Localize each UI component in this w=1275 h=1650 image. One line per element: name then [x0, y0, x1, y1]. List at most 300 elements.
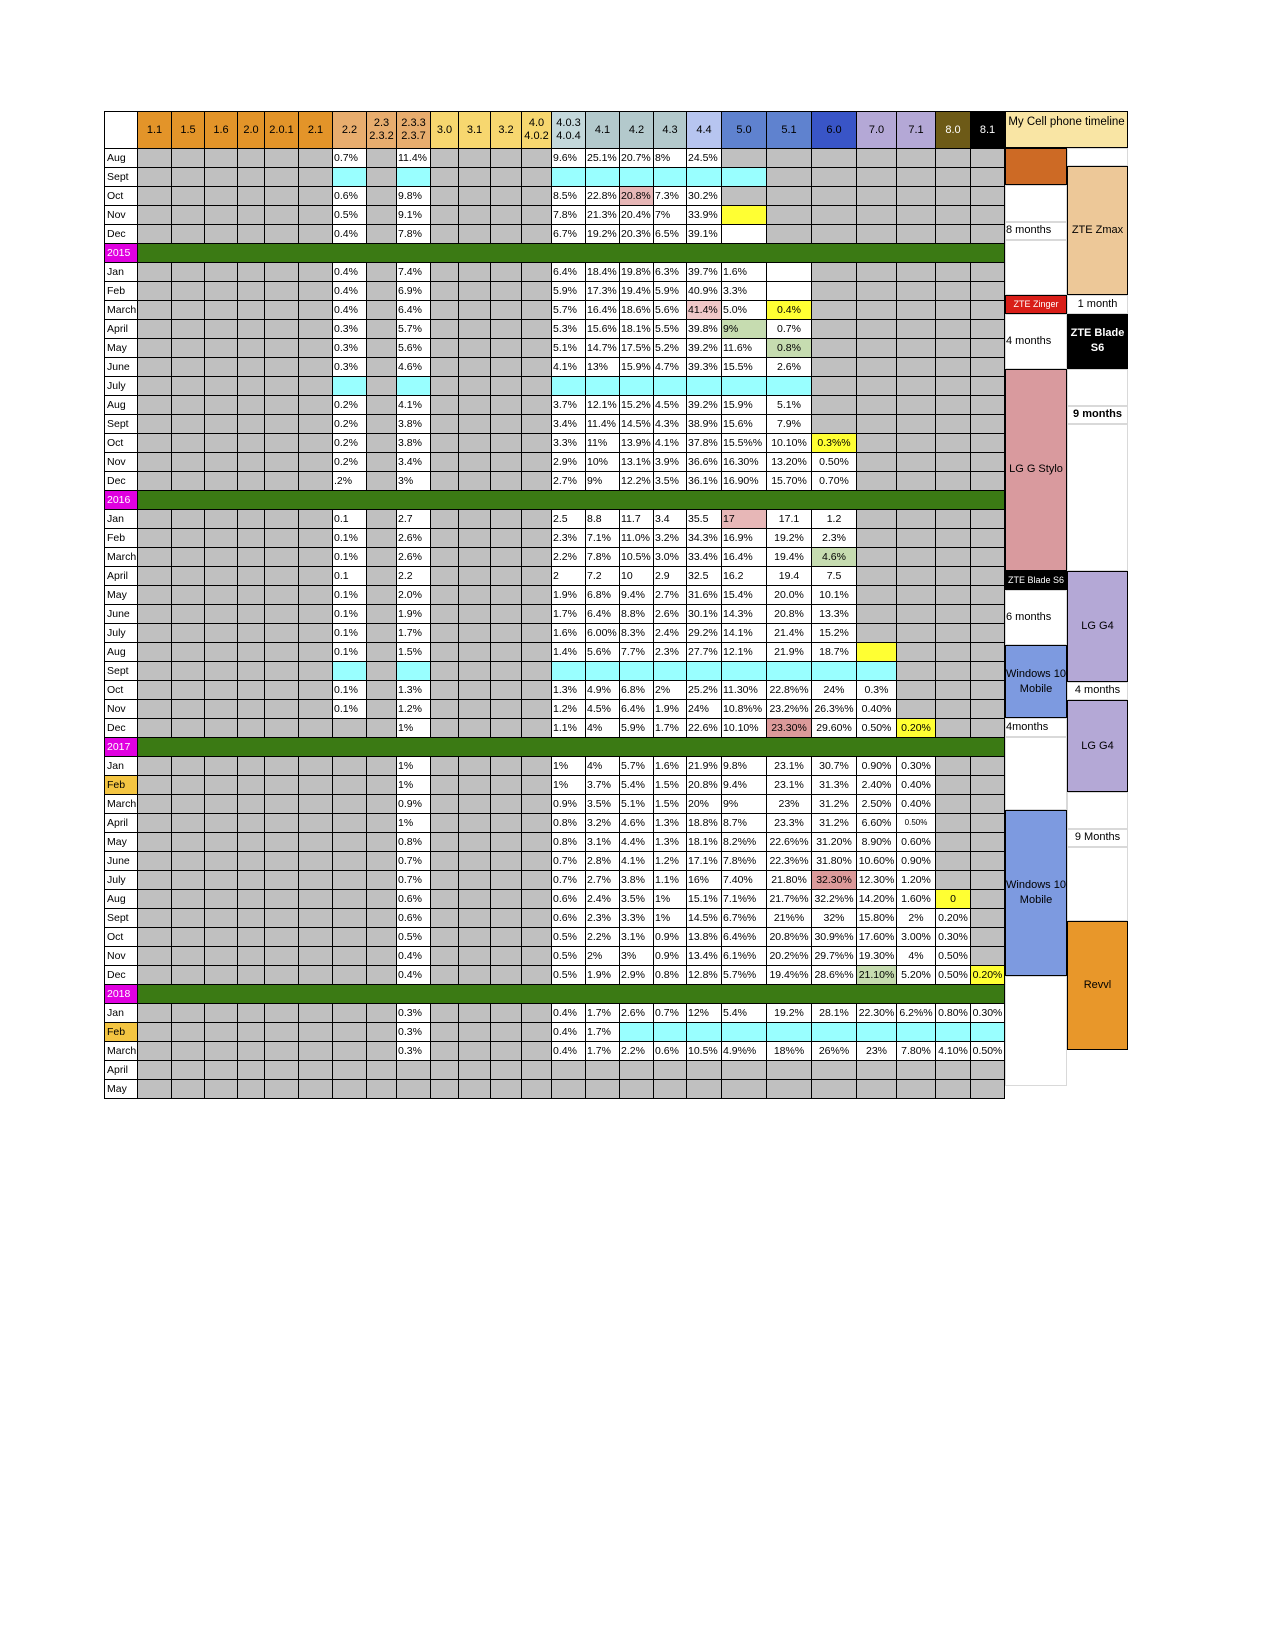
share-cell: 28.6%% [812, 966, 857, 985]
share-cell [857, 434, 897, 453]
share-cell [491, 624, 522, 643]
share-cell [620, 1080, 654, 1099]
share-cell [491, 225, 522, 244]
share-cell [971, 1023, 1005, 1042]
share-cell [265, 624, 299, 643]
share-cell [205, 377, 238, 396]
share-cell [491, 795, 522, 814]
share-cell [172, 871, 205, 890]
share-cell [936, 434, 971, 453]
share-cell [238, 225, 265, 244]
share-cell [522, 624, 552, 643]
share-cell [299, 415, 333, 434]
share-cell: 0.50% [971, 1042, 1005, 1061]
share-cell [687, 662, 722, 681]
share-cell: 0.6% [333, 187, 367, 206]
share-cell [397, 168, 431, 187]
share-cell: 9% [586, 472, 620, 491]
share-cell: 1.1% [654, 871, 687, 890]
share-cell [812, 415, 857, 434]
share-cell [936, 624, 971, 643]
share-cell: 1.5% [654, 776, 687, 795]
share-cell: 1.6% [552, 624, 586, 643]
share-cell [138, 510, 172, 529]
share-cell [238, 643, 265, 662]
month-label: June [105, 852, 138, 871]
share-cell [138, 662, 172, 681]
share-cell [367, 472, 397, 491]
share-cell: 17 [722, 510, 767, 529]
share-cell [459, 852, 491, 871]
share-cell [767, 225, 812, 244]
share-cell [299, 700, 333, 719]
share-cell: 5.6% [586, 643, 620, 662]
share-cell [265, 681, 299, 700]
share-cell [522, 320, 552, 339]
timeline-spacer [1005, 185, 1067, 222]
share-cell: 4.10% [936, 1042, 971, 1061]
month-row [105, 1080, 1005, 1099]
share-cell: 2.0% [397, 586, 431, 605]
timeline-spacer [1005, 737, 1067, 811]
share-cell: 2.3% [812, 529, 857, 548]
share-cell [172, 795, 205, 814]
share-cell [367, 149, 397, 168]
share-cell: 19.2% [767, 529, 812, 548]
share-cell [138, 966, 172, 985]
share-cell [897, 548, 936, 567]
share-cell [812, 149, 857, 168]
share-cell: 41.4% [687, 301, 722, 320]
version-header: 8.0 [936, 112, 971, 149]
share-cell: 2.6% [397, 548, 431, 567]
share-cell: 10.5% [687, 1042, 722, 1061]
share-cell [491, 529, 522, 548]
share-cell [857, 567, 897, 586]
share-cell: 2.6% [620, 1004, 654, 1023]
share-cell [205, 928, 238, 947]
share-cell: 0.1% [333, 548, 367, 567]
share-cell: 2.6% [654, 605, 687, 624]
share-cell: 0.60% [897, 833, 936, 852]
month-label: May [105, 339, 138, 358]
share-cell: 14.5% [687, 909, 722, 928]
share-cell [971, 776, 1005, 795]
timeline-spacer [1067, 369, 1128, 406]
share-cell [238, 301, 265, 320]
share-cell: 3.5% [620, 890, 654, 909]
share-cell [522, 700, 552, 719]
share-cell: 16% [687, 871, 722, 890]
share-cell: 18.4% [586, 263, 620, 282]
share-cell: 5.6% [654, 301, 687, 320]
share-cell: 20.7% [620, 149, 654, 168]
share-cell [857, 149, 897, 168]
share-cell [459, 472, 491, 491]
year-divider [138, 738, 1005, 757]
share-cell [172, 453, 205, 472]
share-cell [367, 947, 397, 966]
share-cell [897, 472, 936, 491]
share-cell [367, 320, 397, 339]
share-cell [552, 168, 586, 187]
year-label: 2017 [105, 738, 138, 757]
share-cell: 5.7% [397, 320, 431, 339]
share-cell: 24% [812, 681, 857, 700]
share-cell [265, 206, 299, 225]
share-cell: 0.2% [333, 396, 367, 415]
timeline-spacer [1067, 792, 1128, 829]
share-cell: 7.80% [897, 1042, 936, 1061]
share-cell [971, 282, 1005, 301]
share-cell: 7.9% [767, 415, 812, 434]
share-cell [897, 168, 936, 187]
share-cell: 19.4%% [767, 966, 812, 985]
share-cell [459, 396, 491, 415]
share-cell: 15.2% [620, 396, 654, 415]
share-cell [265, 149, 299, 168]
share-cell: 4.1% [397, 396, 431, 415]
share-cell [238, 263, 265, 282]
share-cell [367, 282, 397, 301]
share-cell [522, 187, 552, 206]
share-cell [299, 206, 333, 225]
share-cell [491, 358, 522, 377]
share-cell [265, 776, 299, 795]
share-cell: 34.3% [687, 529, 722, 548]
share-cell [265, 1042, 299, 1061]
share-cell [205, 662, 238, 681]
share-cell: 2% [654, 681, 687, 700]
share-cell: 20.3% [620, 225, 654, 244]
share-cell [936, 643, 971, 662]
share-cell: 9.8% [397, 187, 431, 206]
month-label: July [105, 624, 138, 643]
share-cell: 0.5% [552, 966, 586, 985]
share-cell [333, 814, 367, 833]
share-cell: 3.8% [397, 434, 431, 453]
share-cell [971, 301, 1005, 320]
share-cell: 1.6% [654, 757, 687, 776]
share-cell [172, 833, 205, 852]
share-cell: 0.1% [333, 624, 367, 643]
version-header: 6.0 [812, 112, 857, 149]
share-cell: 0.3% [333, 339, 367, 358]
share-cell: 7% [654, 206, 687, 225]
share-cell: 3.4 [654, 510, 687, 529]
share-cell [459, 1080, 491, 1099]
share-cell [654, 1080, 687, 1099]
share-cell [205, 396, 238, 415]
share-cell [459, 681, 491, 700]
timeline-8-months: 8 months [1005, 222, 1067, 240]
share-cell [491, 1080, 522, 1099]
share-cell [431, 605, 459, 624]
share-cell [367, 1042, 397, 1061]
share-cell: 0.30% [936, 928, 971, 947]
share-cell [897, 453, 936, 472]
share-cell: 2.9 [654, 567, 687, 586]
share-cell [238, 149, 265, 168]
share-cell [333, 168, 367, 187]
share-cell [491, 890, 522, 909]
year-divider [138, 985, 1005, 1004]
share-cell [138, 225, 172, 244]
share-cell: 0.4% [397, 947, 431, 966]
share-cell [138, 586, 172, 605]
share-cell [687, 1061, 722, 1080]
share-cell [238, 396, 265, 415]
share-cell [459, 567, 491, 586]
share-cell [971, 339, 1005, 358]
share-cell [138, 795, 172, 814]
share-cell [172, 757, 205, 776]
month-row [105, 643, 1005, 662]
share-cell [767, 168, 812, 187]
share-cell [238, 168, 265, 187]
share-cell [238, 567, 265, 586]
share-cell [812, 358, 857, 377]
share-cell [857, 548, 897, 567]
share-cell [238, 339, 265, 358]
share-cell: 0.90% [857, 757, 897, 776]
share-cell [431, 1061, 459, 1080]
share-cell [491, 472, 522, 491]
share-cell: 30.9%% [812, 928, 857, 947]
share-cell [491, 605, 522, 624]
month-label: April [105, 814, 138, 833]
share-cell [431, 624, 459, 643]
month-row [105, 852, 1005, 871]
share-cell [491, 396, 522, 415]
share-cell [767, 1023, 812, 1042]
share-cell [459, 415, 491, 434]
share-cell [431, 1042, 459, 1061]
share-cell: 4% [586, 719, 620, 738]
share-cell: 25.2% [687, 681, 722, 700]
timeline-spacer [1067, 424, 1128, 571]
share-cell [897, 149, 936, 168]
share-cell [897, 529, 936, 548]
year-row [105, 985, 1005, 1004]
share-cell [491, 548, 522, 567]
share-cell [431, 472, 459, 491]
share-cell: 7.1%% [722, 890, 767, 909]
share-cell [586, 377, 620, 396]
share-cell: 15.2% [812, 624, 857, 643]
share-cell: 5.6% [397, 339, 431, 358]
month-label: Nov [105, 453, 138, 472]
share-cell [299, 1004, 333, 1023]
share-cell: 0.7% [552, 852, 586, 871]
share-cell [936, 795, 971, 814]
share-cell [936, 301, 971, 320]
timeline-9-months: 9 Months [1067, 829, 1128, 847]
share-cell [491, 187, 522, 206]
share-cell: 1.7% [586, 1004, 620, 1023]
share-cell [367, 1023, 397, 1042]
share-cell [138, 472, 172, 491]
share-cell: 7.8% [552, 206, 586, 225]
share-cell: 31.3% [812, 776, 857, 795]
share-cell [459, 1023, 491, 1042]
share-cell [936, 187, 971, 206]
month-row [105, 871, 1005, 890]
share-cell: 0.30% [897, 757, 936, 776]
timeline-6-months: 6 months [1005, 590, 1067, 645]
share-cell: 0.5% [552, 928, 586, 947]
share-cell: 3.1% [620, 928, 654, 947]
share-cell [238, 605, 265, 624]
share-cell [431, 909, 459, 928]
share-cell: 11.4% [586, 415, 620, 434]
share-cell: 36.6% [687, 453, 722, 472]
share-cell: 2.2% [586, 928, 620, 947]
share-cell: 1.3% [397, 681, 431, 700]
share-cell [459, 339, 491, 358]
share-cell: 3% [397, 472, 431, 491]
share-cell: 5.2% [654, 339, 687, 358]
share-cell [138, 187, 172, 206]
share-cell [299, 909, 333, 928]
year-row [105, 491, 1005, 510]
share-cell: 0.2% [333, 434, 367, 453]
share-cell: 15.4% [722, 586, 767, 605]
share-cell [491, 833, 522, 852]
share-cell [491, 1061, 522, 1080]
share-cell [265, 1023, 299, 1042]
share-cell [654, 377, 687, 396]
share-cell: 1.9% [397, 605, 431, 624]
share-cell [367, 548, 397, 567]
share-cell [205, 776, 238, 795]
month-label: Sept [105, 168, 138, 187]
version-header: 2.2 [333, 112, 367, 149]
share-cell: 31.6% [687, 586, 722, 605]
share-cell: 11.0% [620, 529, 654, 548]
share-cell: 3.4% [552, 415, 586, 434]
share-cell: 3.2% [586, 814, 620, 833]
share-cell [491, 282, 522, 301]
share-cell: 5.1% [620, 795, 654, 814]
share-cell: 23.2%% [767, 700, 812, 719]
share-cell: 3.0% [654, 548, 687, 567]
share-cell [491, 263, 522, 282]
share-cell [172, 814, 205, 833]
share-cell [265, 909, 299, 928]
share-cell [138, 358, 172, 377]
share-cell: 1.7% [397, 624, 431, 643]
month-label: March [105, 301, 138, 320]
share-cell [552, 1061, 586, 1080]
share-cell [138, 776, 172, 795]
share-cell [205, 358, 238, 377]
share-cell: 14.3% [722, 605, 767, 624]
share-cell: 0.9% [654, 947, 687, 966]
share-cell [971, 453, 1005, 472]
share-cell: 0.5% [333, 206, 367, 225]
share-cell: 11.7 [620, 510, 654, 529]
share-cell: 14.5% [620, 415, 654, 434]
share-cell: 0.6% [397, 890, 431, 909]
header-corner [105, 112, 138, 149]
month-row [105, 1042, 1005, 1061]
share-cell [367, 871, 397, 890]
share-cell [971, 529, 1005, 548]
share-cell: 0.4% [767, 301, 812, 320]
share-cell [367, 757, 397, 776]
share-cell [936, 263, 971, 282]
share-cell: 9.4% [722, 776, 767, 795]
share-cell: 0.40% [897, 776, 936, 795]
share-cell: 0.4% [333, 225, 367, 244]
share-cell [812, 225, 857, 244]
share-cell [971, 358, 1005, 377]
share-cell [431, 529, 459, 548]
share-cell: 5.7% [552, 301, 586, 320]
share-cell [367, 814, 397, 833]
share-cell: 5.9% [620, 719, 654, 738]
share-cell [205, 510, 238, 529]
share-cell [367, 529, 397, 548]
share-cell: 21.10% [857, 966, 897, 985]
share-cell: 0.9% [552, 795, 586, 814]
share-cell: 2.3% [654, 643, 687, 662]
share-cell [812, 320, 857, 339]
share-cell [238, 510, 265, 529]
share-cell: 20.0% [767, 586, 812, 605]
share-cell: 4.6% [812, 548, 857, 567]
share-cell: 19.4% [620, 282, 654, 301]
share-cell: 5.20% [897, 966, 936, 985]
share-cell [172, 282, 205, 301]
share-cell [205, 567, 238, 586]
share-cell: 2.2% [620, 1042, 654, 1061]
share-cell [431, 795, 459, 814]
share-cell [367, 301, 397, 320]
share-cell [265, 263, 299, 282]
share-cell [936, 833, 971, 852]
share-cell [722, 662, 767, 681]
month-label: Oct [105, 187, 138, 206]
month-label: Dec [105, 472, 138, 491]
share-cell [522, 928, 552, 947]
share-cell [299, 966, 333, 985]
version-header: 5.1 [767, 112, 812, 149]
version-header: 2.0.1 [265, 112, 299, 149]
share-cell [138, 1004, 172, 1023]
share-cell: 12.2% [620, 472, 654, 491]
share-cell [138, 320, 172, 339]
share-cell [722, 377, 767, 396]
share-cell [431, 681, 459, 700]
share-cell: 39.2% [687, 339, 722, 358]
share-cell [172, 225, 205, 244]
share-cell: 8.8 [586, 510, 620, 529]
month-label: Jan [105, 757, 138, 776]
month-row [105, 358, 1005, 377]
share-cell [238, 1004, 265, 1023]
share-cell: 5.7%% [722, 966, 767, 985]
share-cell: 0.8% [397, 833, 431, 852]
share-cell: 4.1% [620, 852, 654, 871]
share-cell [299, 605, 333, 624]
share-cell: 6.9% [397, 282, 431, 301]
share-cell [333, 1042, 367, 1061]
share-cell [205, 719, 238, 738]
version-header: 5.0 [722, 112, 767, 149]
share-cell: 0.50% [857, 719, 897, 738]
